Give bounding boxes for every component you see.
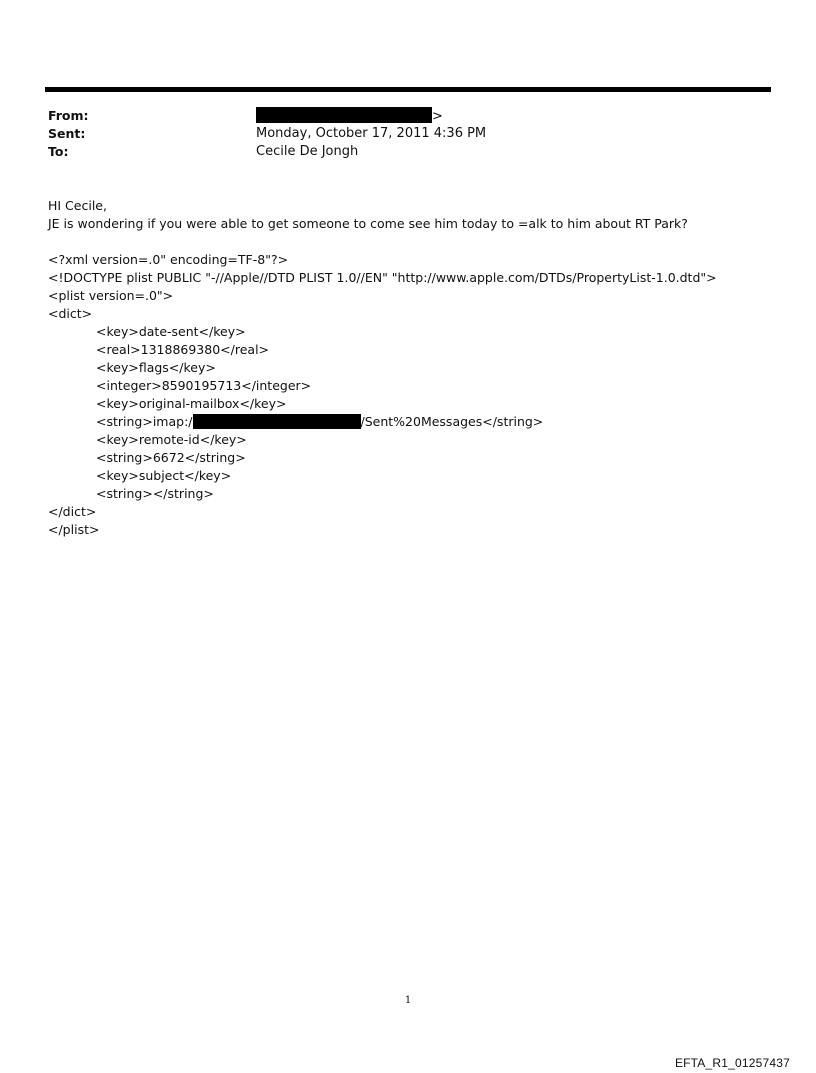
from-value xyxy=(256,107,443,126)
plist-entry: <key>original-mailbox</key> xyxy=(96,396,287,411)
plist-doctype: <!DOCTYPE plist PUBLIC "-//Apple//DTD PLIST 1.0//EN" "http://www.apple.com/DTDs/PropertyList-1.0.dtd"> xyxy=(48,270,717,285)
plist-open-tag: <plist version=.0"> xyxy=(48,288,174,303)
plist-entry: <key>subject</key> xyxy=(96,468,232,483)
plist-xml-declaration: <?xml version=.0" encoding=TF-8"?> xyxy=(48,252,289,267)
to-label: To: xyxy=(48,144,69,159)
header-rule xyxy=(45,87,771,92)
redaction-box xyxy=(256,107,432,123)
plist-close-tag: </plist> xyxy=(48,522,100,537)
sent-value: Monday, October 17, 2011 4:36 PM xyxy=(256,126,487,141)
plist-entry: <string>6672</string> xyxy=(96,450,246,465)
imap-prefix: <string>imap:/ xyxy=(96,414,193,429)
plist-imap-entry xyxy=(96,413,543,431)
from-label: From: xyxy=(48,108,89,123)
plist-entry: <integer>8590195713</integer> xyxy=(96,378,312,393)
bates-number: EFTA_R1_01257437 xyxy=(674,1056,790,1070)
message-greeting: HI Cecile, xyxy=(48,198,107,213)
sent-label: Sent: xyxy=(48,126,86,141)
plist-entry: <key>date-sent</key> xyxy=(96,324,246,339)
to-value: Cecile De Jongh xyxy=(256,144,359,159)
dict-open-tag: <dict> xyxy=(48,306,93,321)
plist-entry: <key>remote-id</key> xyxy=(96,432,247,447)
plist-entry: <real>1318869380</real> xyxy=(96,342,270,357)
plist-entry: <string></string> xyxy=(96,486,214,501)
page-number: 1 xyxy=(404,995,412,1006)
redaction-box xyxy=(193,414,361,429)
message-body: JE is wondering if you were able to get someone to come see him today to =alk to him about RT Park? xyxy=(48,216,688,231)
from-suffix: > xyxy=(432,109,443,124)
imap-suffix: /Sent%20Messages</string> xyxy=(360,414,544,429)
dict-close-tag: </dict> xyxy=(48,504,97,519)
plist-entry: <key>flags</key> xyxy=(96,360,216,375)
